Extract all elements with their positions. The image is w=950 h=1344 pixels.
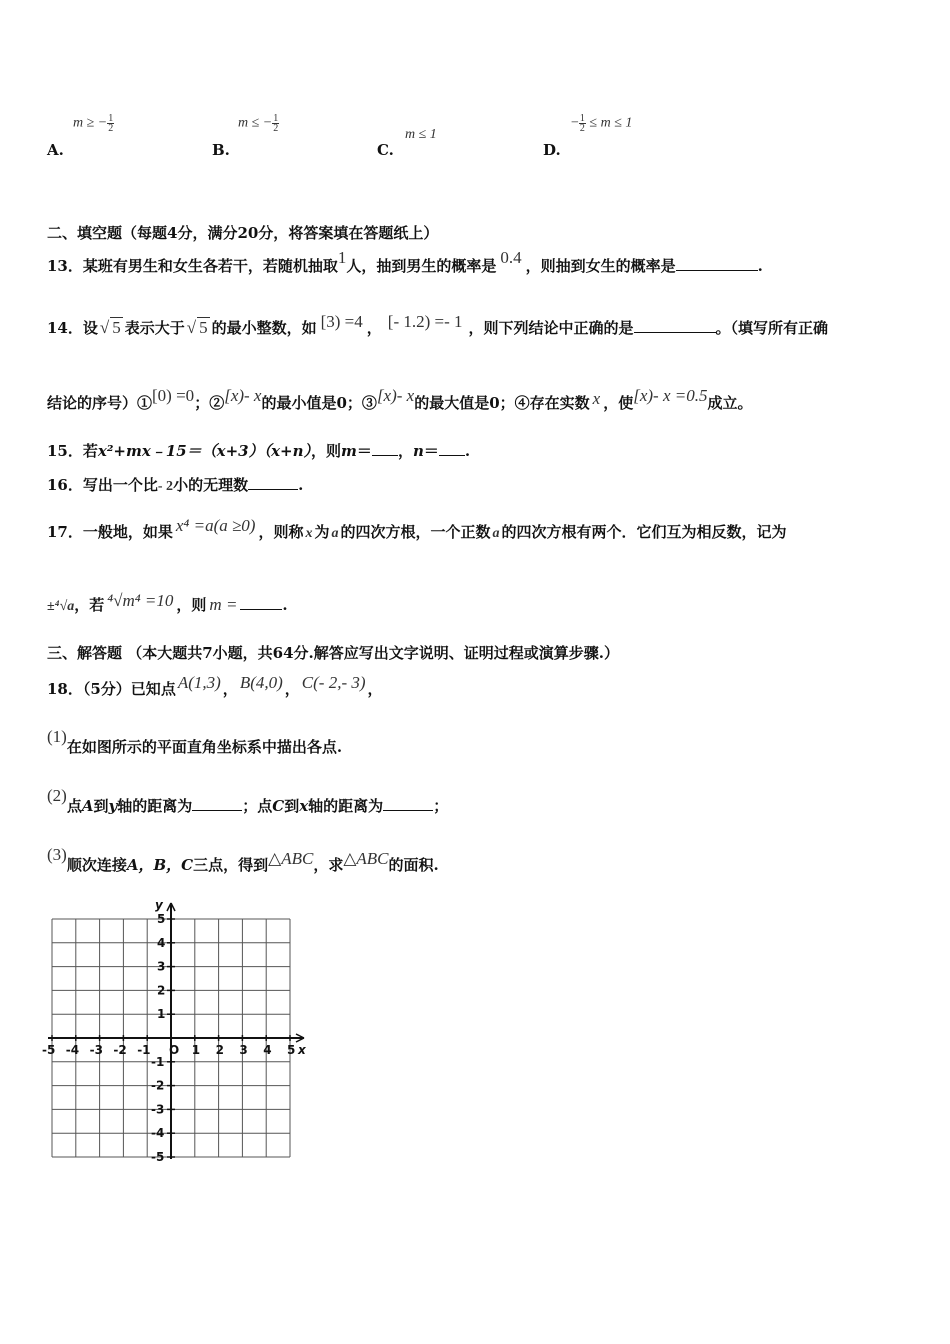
q15-n-blank[interactable] bbox=[439, 441, 465, 456]
y-tick-label: -3 bbox=[151, 1102, 165, 1117]
option-a-letter[interactable]: A. bbox=[47, 141, 64, 159]
x-tick-label: -2 bbox=[113, 1043, 127, 1057]
y-tick-label: 1 bbox=[157, 1007, 166, 1022]
y-tick-label: 5 bbox=[157, 912, 166, 926]
y-tick-label: -1 bbox=[151, 1054, 165, 1069]
q13-answer-blank[interactable] bbox=[676, 256, 758, 271]
option-d-math: − $\frac{1}{2}$ ≤ m ≤ 1 bbox=[571, 113, 633, 134]
option-d-letter[interactable]: D. bbox=[543, 141, 561, 159]
question-18-part-2: (2)点A到y轴的距离为 ；点C到x轴的距离为 ； bbox=[47, 786, 449, 815]
coordinate-plane[interactable] bbox=[40, 893, 315, 1165]
q14-answer-blank[interactable] bbox=[634, 318, 716, 333]
question-16: 16．写出一个比- 2小的无理数 . bbox=[47, 476, 304, 494]
y-tick-label: 2 bbox=[157, 983, 166, 998]
q18-a-distance-blank[interactable] bbox=[192, 796, 242, 811]
y-tick-label: 3 bbox=[157, 959, 166, 974]
option-c-math: m ≤ 1 bbox=[405, 127, 437, 142]
y-tick-label: -5 bbox=[151, 1150, 165, 1164]
x-tick-label: -5 bbox=[42, 1043, 56, 1057]
question-17-line-2: ±⁴√a，若 ⁴√m⁴ =10 ，则 m = . bbox=[47, 591, 288, 614]
y-axis-label: y bbox=[155, 898, 163, 912]
question-15: 15．若x²+mx﹣15＝（x+3）（x+n），则m＝ ，n＝ . bbox=[47, 442, 471, 460]
question-14-line-2: 结论的序号）①[0) =0；②[x)- x的最小值是0；③[x)- x的最大值是0；④存在实数 x ，使[x)- x =0.5成立。 bbox=[47, 386, 753, 412]
question-18: 18．（5分）已知点 A(1,3) ， B(4,0) ， C(- 2,- 3) ， bbox=[47, 673, 383, 698]
option-c-letter[interactable]: C. bbox=[377, 141, 394, 159]
x-tick-label: 3 bbox=[239, 1043, 248, 1057]
option-b-letter[interactable]: B. bbox=[212, 141, 230, 159]
q15-m-blank[interactable] bbox=[372, 441, 398, 456]
x-tick-label: 4 bbox=[263, 1043, 272, 1057]
q17-answer-blank[interactable] bbox=[240, 595, 282, 610]
coordinate-grid[interactable] bbox=[40, 893, 315, 1165]
option-a-math: m ≥ − $\frac{1}{2}$ bbox=[73, 113, 114, 134]
question-17: 17．一般地，如果 x⁴ =a(a ≥0) ，则称 x 为 a 的四次方根，一个正数 a 的四次方根有两个．它们互为相反数，记为 bbox=[47, 516, 787, 541]
question-18-part-3: (3)顺次连接A，B，C三点，得到△ABC，求△ABC的面积. bbox=[47, 845, 439, 874]
section-3-title: 三、解答题 （本大题共7小题，共64分.解答应写出文字说明、证明过程或演算步骤.） bbox=[47, 644, 619, 662]
y-tick-label: -2 bbox=[151, 1078, 165, 1093]
x-tick-label: -3 bbox=[89, 1043, 103, 1057]
option-b-math: m ≤ − $\frac{1}{2}$ bbox=[238, 113, 279, 134]
q16-answer-blank[interactable] bbox=[248, 475, 298, 490]
section-2-title: 二、填空题（每题4分，满分20分，将答案填在答题纸上） bbox=[47, 224, 439, 242]
y-tick-label: -4 bbox=[151, 1126, 165, 1141]
x-tick-label: 5 bbox=[287, 1043, 296, 1057]
origin-label: O bbox=[169, 1043, 180, 1057]
x-tick-label: -4 bbox=[65, 1043, 80, 1057]
x-tick-label: 2 bbox=[215, 1043, 224, 1057]
x-tick-label: -1 bbox=[137, 1043, 151, 1057]
question-13: 13．某班有男生和女生各若干，若随机抽取1人，抽到男生的概率是 0.4 ，则抽到女生的概率是 . bbox=[47, 248, 763, 275]
x-axis-label: x bbox=[298, 1043, 306, 1057]
x-tick-label: 1 bbox=[191, 1043, 201, 1057]
question-18-part-1: (1)在如图所示的平面直角坐标系中描出各点. bbox=[47, 727, 343, 756]
question-14: 14．设 √ 5 表示大于 √ 5 的最小整数，如 [3) =4 ， [- 1.2) =- 1 ，则下列结论中正确的是 。（填写所有正确 bbox=[47, 312, 829, 337]
q18-c-distance-blank[interactable] bbox=[383, 796, 433, 811]
y-tick-label: 4 bbox=[157, 935, 166, 950]
